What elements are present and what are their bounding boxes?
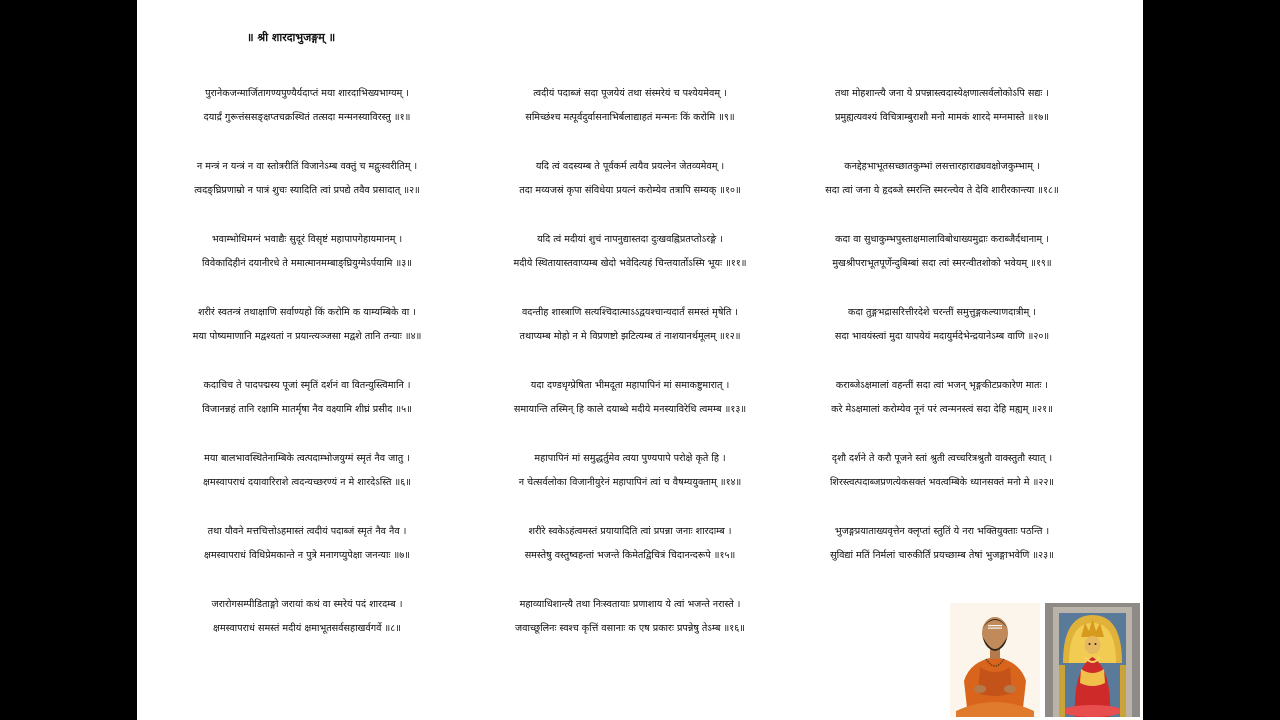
- verse-column-2: [470, 82, 790, 666]
- sage-portrait: [950, 603, 1040, 717]
- verse-line: सदा भावयंस्त्वां मुदा यापयेयं मदायुर्मदेभेन्द्रयानेऽम्ब वाणि ॥२०॥: [834, 331, 1050, 342]
- verse: [470, 447, 790, 520]
- verse-line: तथा मोहशान्त्यै जना ये प्रपन्नास्त्वदास्येक्षणात्सर्वलोकोऽपि सद्यः ।: [834, 88, 1050, 99]
- verse-line: क्षमस्वापराधं विधिप्रेमकान्ते न पुत्रे मनागप्युपेक्षा जनन्याः ॥७॥: [204, 550, 410, 561]
- verse-line: मदीये स्थितायास्तवाप्यम्ब खेदो भवेदित्यहं चिन्तयार्तोऽस्मि भूयः ॥११॥: [513, 258, 747, 269]
- verse-line: शरीरं स्वतन्त्रं तथाक्षाणि सर्वाण्यहो किं करोमि क याम्यम्बिके वा ।: [198, 307, 416, 318]
- verse-line: सदा त्वां जना ये हृदब्जे स्मरन्ति स्मरन्त्येव ते देवि शारीरकान्त्या ॥१८॥: [825, 185, 1059, 196]
- verse: [147, 374, 467, 447]
- verse: [470, 374, 790, 447]
- verse-line: समिच्छंश्च मत्पूर्वदुर्वासनाभिर्बलाद्याहतं मन्मनः किं करोमि ॥९॥: [525, 112, 735, 123]
- verse-line: जरारोगसम्पीडिताङ्गो जरायां कथं वा स्मरेयं पदं शारदम्ब ।: [211, 599, 403, 610]
- verse-line: शरीरे स्वकेऽहंत्वमस्तं प्रयायादिति त्वां प्रपन्ना जनाः शारदाम्ब ।: [528, 526, 732, 537]
- document-page: [137, 0, 1143, 720]
- verse: [147, 155, 467, 228]
- verse: [147, 520, 467, 593]
- verse: [470, 301, 790, 374]
- illustration-panel: [950, 603, 1140, 720]
- verse-line: भवाम्भोधिमग्नं भवाद्यैः सुदूरं विसृष्टं महापापगेहायमानम् ।: [211, 234, 403, 245]
- verse-line: महाव्याधिशान्त्यै तथा निःस्वतायाः प्रणाशाय ये त्वां भजन्ते नरास्ते ।: [519, 599, 741, 610]
- verse-line: जवाच्छूलिनः स्वश्च कृत्तिं वसानाः क एष प्रकारः प्रपन्नेषु तेऽम्ब ॥१६॥: [515, 623, 745, 634]
- sharada-devi-portrait: [1045, 603, 1140, 717]
- verse-line: तदा मय्यजस्रं कृपा संविधेया प्रयत्नं करोम्येव तत्रापि सम्यक् ॥१०॥: [519, 185, 741, 196]
- verse-line: मुखश्रीपराभूतपूर्णेन्दुबिम्बां सदा त्वां स्मरन्वीतशोको भवेयम् ॥१९॥: [832, 258, 1052, 269]
- verse-line: न चेत्सर्वलोका विजानीयुरेनं महापापिनं त्वां च वैषम्ययुक्ताम् ॥१४॥: [518, 477, 742, 488]
- verse-line: कदा वा सुधाकुम्भपुस्ताक्षमालाविबोधाख्यमुद्राः कराब्जैर्दधानाम् ।: [835, 234, 1049, 245]
- verse-line: कदा तुङ्गभद्रासरित्तीरदेशे चरन्तीं समुत्तुङ्गकल्याणदात्रीम् ।: [848, 307, 1036, 318]
- verse: [792, 447, 1092, 520]
- verse-line: वदन्तीह शास्त्राणि सत्यश्चिदात्माऽऽद्वयश्चान्यदार्तं समस्तं मृषेति ।: [521, 307, 739, 318]
- verse: [147, 228, 467, 301]
- verse-line: कनद्देहभाभूतसच्छातकुम्भां लसत्तारहाराढ्यवक्षोजकुम्भाम् ।: [844, 161, 1040, 172]
- verse-line: मया पोष्यमाणानि मद्वश्यतां न प्रयान्त्यञ्जसा मद्वशे तानि तन्याः ॥४॥: [192, 331, 422, 342]
- page-title: ॥ श्री शारदाभुजङ्गम् ॥: [247, 31, 336, 44]
- verse-line: कराब्जेऽक्षमालां वहन्तीं सदा त्वां भजन् भृङ्गकीटप्रकारेण मातः ।: [835, 380, 1049, 391]
- verse-line: शिरस्त्वत्पदाब्जप्रणत्येकसक्तं भवत्वम्बिके ध्यानसक्तं मनो मे ॥२२॥: [829, 477, 1055, 488]
- verse: [792, 155, 1092, 228]
- verse: [147, 82, 467, 155]
- verse-line: सुविद्यां मतिं निर्मलां चारुकीर्तिं प्रयच्छाम्ब तेषां भुजङ्गाभवेणि ॥२३॥: [830, 550, 1054, 561]
- verse-line: समस्तेषु वस्तुष्वहन्तां भजन्ते किमेतद्विचित्रं चिदानन्दरूपे ॥१५॥: [524, 550, 736, 561]
- verse-column-1: [147, 82, 467, 666]
- verse: [470, 82, 790, 155]
- verse-line: मया बालभावस्थितेनाम्बिके त्वत्पदाम्भोजयुग्मं स्मृतं नैव जातु ।: [204, 453, 410, 464]
- verse: [147, 301, 467, 374]
- verse-line: क्षमस्वापराधं समस्तं मदीयं क्षमाभूतसर्वसहाखर्वगर्वे ॥८॥: [212, 623, 402, 634]
- verse: [147, 593, 467, 666]
- verse-line: करे मेऽक्षमालां करोम्येव नूनं परं त्वन्मनस्त्वं सदा देहि मह्यम् ॥२१॥: [831, 404, 1053, 415]
- verse: [792, 520, 1092, 593]
- verse-line: न मन्त्रं न यन्त्रं न वा स्तोत्ररीतिं विजानेऽम्ब वक्तुं च मद्गुःस्वरीतिम् ।: [196, 161, 418, 172]
- verse: [792, 374, 1092, 447]
- verse: [470, 593, 790, 666]
- verse: [470, 228, 790, 301]
- verse: [470, 520, 790, 593]
- verse-line: क्षमस्वापराधं दयावारिराशे त्वदन्यच्छरण्यं न मे शारदेऽस्ति ॥६॥: [203, 477, 411, 488]
- verse-line: समायान्ति तस्मिन् हि काले दयाब्धे मदीये मनस्याविरेधि त्वमम्ब ॥१३॥: [513, 404, 747, 415]
- verse: [470, 155, 790, 228]
- verse-line: कदाचिच ते पादपद्मस्य पूजां स्मृतिं दर्शनं वा वितन्युस्त्विमानि ।: [203, 380, 411, 391]
- verse: [792, 301, 1092, 374]
- verse-line: दृशौ दर्शने ते करौ पूजने स्तां श्रुती त्वच्चरित्रश्रुतौ वाक्स्तुतौ स्यात् ।: [831, 453, 1053, 464]
- verse-line: भुजङ्गप्रयाताख्यवृत्तेन क्लृप्तां स्तुतिं ये नरा भक्तियुक्ताः पठन्ति ।: [834, 526, 1050, 537]
- verse: [792, 228, 1092, 301]
- verse-line: यदा दण्डधृग्प्रेषिता भीमदूता महापापिनं मां समाकष्टुमारात् ।: [530, 380, 730, 391]
- verse-line: यदि त्वं वदस्यम्ब ते पूर्वकर्म त्वयैव प्रयत्नेन जेतव्यमेवम् ।: [535, 161, 725, 172]
- verse-line: विवेकादिहीनं दयानीरधे ते ममात्मानमम्बाङ्घ्रियुग्मेऽर्पयामि ॥३॥: [202, 258, 412, 269]
- verse-line: पुरानेकजन्मार्जितागण्यपुण्यैर्यदाप्तं मया शारदाभिख्यभाग्यम् ।: [205, 88, 409, 99]
- verse-line: तथा यौवने मत्तचित्तोऽहमास्तं त्वदीयं पदाब्जं स्मृतं नैव नैव ।: [207, 526, 407, 537]
- verse-line: महापापिनं मां समुद्धर्तुमेव त्वया पुण्यपापे परोक्षे कृते हि ।: [534, 453, 726, 464]
- verse: [792, 82, 1092, 155]
- verse-column-3: [792, 82, 1092, 593]
- verse-line: प्रमुह्यत्यवश्यं विचित्राम्बुराशौ मनो मामकं शारदे मग्नमास्ते ॥१७॥: [834, 112, 1050, 123]
- verse: [147, 447, 467, 520]
- verse-line: त्वदङ्घ्रिप्रणाम्रो न पात्रं शुचः स्यादिति त्वां प्रपद्ये तवैव प्रसादात् ॥२॥: [194, 185, 420, 196]
- verse-line: विजानन्नहं तानि रक्षामि मातर्मृषा नैव वक्ष्यामि शीघ्रं प्रसीद ॥५॥: [202, 404, 412, 415]
- verse-line: तथाप्यम्ब मोहो न मे विप्रणष्टो झटित्यम्ब तं नाशयानर्थमूलम् ॥१२॥: [519, 331, 741, 342]
- verse-line: त्वदीयं पदाब्जं सदा पूजयेयं तथा संस्मरेयं च पश्येयमेवम् ।: [533, 88, 727, 99]
- verse-line: दयार्द्रं गुरूत्तंससङ्क्षप्तचक्रस्थितं तत्सदा मन्मनस्याविरस्तु ॥१॥: [203, 112, 411, 123]
- verse-line: यदि त्वं मदीयां शुचं नापनुद्यास्तदा दुःखवह्निप्रतप्तोऽरङ्गे ।: [537, 234, 723, 245]
